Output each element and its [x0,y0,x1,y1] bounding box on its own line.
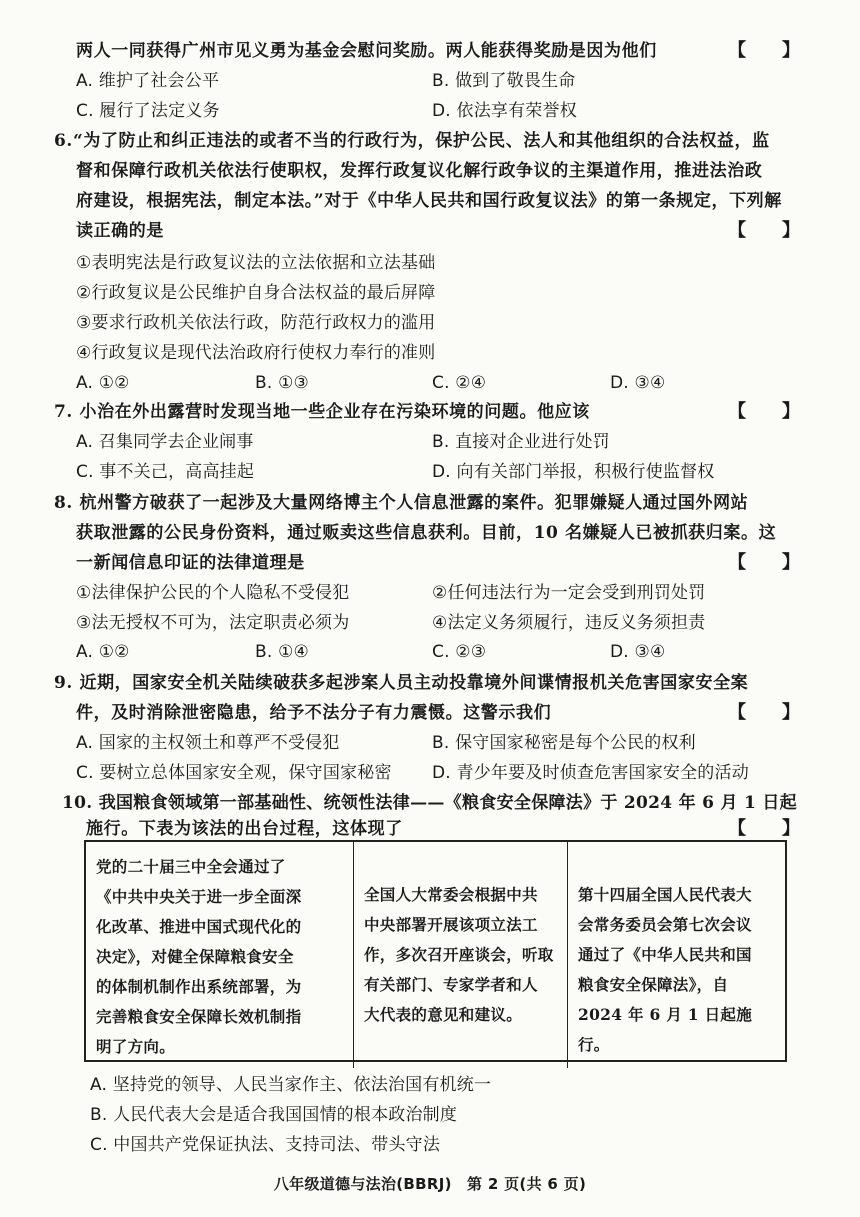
q8-statement: ②任何违法行为一定会受到刑罚处罚 [432,583,706,603]
q6-stem-line: 6.“为了防止和纠正违法的或者不当的行政行为，保护公民、法人和其他组织的合法权益，监 [54,131,770,151]
q9-option-b: B. 保守国家秘密是每个公民的权利 [432,733,696,753]
table-cell: 党的二十届三中全会通过了 《中共中央关于进一步全面深 化改革、推进中国式现代化的 决定》，对健全保障粮食安全 的体制机制作出系统部署，为 完善粮食安全保障长效机制指 明了方向。 [86,842,354,1068]
q6-option-a: A. ①② [76,373,130,393]
q6-option-b: B. ①③ [255,373,309,393]
legislation-process-table [84,840,787,1062]
q10-option-b: B. 人民代表大会是适合我国国情的根本政治制度 [90,1105,458,1125]
q9-option-c: C. 要树立总体国家安全观，保守国家秘密 [76,763,392,783]
q7-option-c: C. 事不关己，高高挂起 [76,462,255,482]
q9-option-d: D. 青少年要及时侦查危害国家安全的活动 [432,763,749,783]
q6-stem-line: 读正确的是 [76,221,164,241]
q8-statement: ④法定义务须履行，违反义务须担责 [432,613,706,633]
q6-stem-line: 督和保障行政机关依法行使职权，发挥行政复议化解行政争议的主渠道作用，推进法治政 [76,161,763,181]
q5-option-c: C. 履行了法定义务 [76,101,220,121]
q8-statement: ③法无授权不可为，法定职责必须为 [76,613,350,633]
q9-stem-line: 9. 近期，国家安全机关陆续破获多起涉案人员主动投靠境外间谍情报机关危害国家安全案 [54,673,749,693]
q7-option-a: A. 召集同学去企业闹事 [76,432,254,452]
q8-option-a: A. ①② [76,642,130,662]
q8-stem-line: 8. 杭州警方破获了一起涉及大量网络博主个人信息泄露的案件。犯罪嫌疑人通过国外网站 [54,493,749,513]
q9-stem-line: 件，及时消除泄密隐患，给予不法分子有力震慑。这警示我们 [76,703,552,723]
q8-option-d: D. ③④ [610,642,666,662]
q5-stem: 两人一同获得广州市见义勇为基金会慰问奖励。两人能获得奖励是因为他们 [76,41,657,61]
q8-stem-line: 一新闻信息印证的法律道理是 [76,553,305,573]
q5-answer-bracket: 【 】 [728,40,800,61]
q6-statement: ②行政复议是公民维护自身合法权益的最后屏障 [76,283,436,303]
q9-option-a: A. 国家的主权领土和尊严不受侵犯 [76,733,340,753]
q10-stem-line: 施行。下表为该法的出台过程，这体现了 [86,819,403,839]
q6-statement: ①表明宪法是行政复议法的立法依据和立法基础 [76,253,436,273]
page-footer: 八年级道德与法治(BBRJ) 第 2 页(共 6 页) [273,1175,587,1193]
table-cell: 第十四届全国人民代表大 会常务委员会第七次会议 通过了《中华人民共和国 粮食安全保障法》，自 2024 年 6 月 1 日起施行。 [578,885,752,1054]
q10-stem-line: 10. 我国粮食领域第一部基础性、统领性法律——《粮食安全保障法》于 2024 年 6 月 1 日起 [62,793,797,813]
q8-stem-line: 获取泄露的公民身份资料，通过贩卖这些信息获利。目前，10 名嫌疑人已被抓获归案。这 [76,523,777,543]
q6-option-c: C. ②④ [432,373,487,393]
q8-statement: ①法律保护公民的个人隐私不受侵犯 [76,583,350,603]
q6-answer-bracket: 【 】 [728,220,800,241]
q8-option-c: C. ②③ [432,642,487,662]
q6-statement: ④行政复议是现代法治政府行使权力奉行的准则 [76,343,436,363]
q5-option-a: A. 维护了社会公平 [76,71,220,91]
q10-option-c: C. 中国共产党保证执法、支持司法、带头守法 [90,1135,441,1155]
q8-option-b: B. ①④ [255,642,309,662]
q10-option-a: A. 坚持党的领导、人民当家作主、依法治国有机统一 [90,1075,492,1095]
q5-option-d: D. 依法享有荣誉权 [432,101,577,121]
q10-answer-bracket: 【 】 [728,818,800,839]
q9-answer-bracket: 【 】 [728,702,800,723]
q7-answer-bracket: 【 】 [728,401,800,422]
q7-stem: 7. 小治在外出露营时发现当地一些企业存在污染环境的问题。他应该 [54,402,590,422]
q5-option-b: B. 做到了敬畏生命 [432,71,576,91]
q6-option-d: D. ③④ [610,373,666,393]
q8-answer-bracket: 【 】 [728,552,800,573]
table-cell: 全国人大常委会根据中共 中央部署开展该项立法工 作，多次召开座谈会，听取 有关部门、专家学者和人 大代表的意见和建议。 [354,842,568,1068]
q7-option-d: D. 向有关部门举报，积极行使监督权 [432,462,715,482]
q6-statement: ③要求行政机关依法行政，防范行政权力的滥用 [76,313,436,333]
q6-stem-line: 府建设，根据宪法，制定本法。”对于《中华人民共和国行政复议法》的第一条规定，下列解 [76,191,782,211]
q7-option-b: B. 直接对企业进行处罚 [432,432,610,452]
